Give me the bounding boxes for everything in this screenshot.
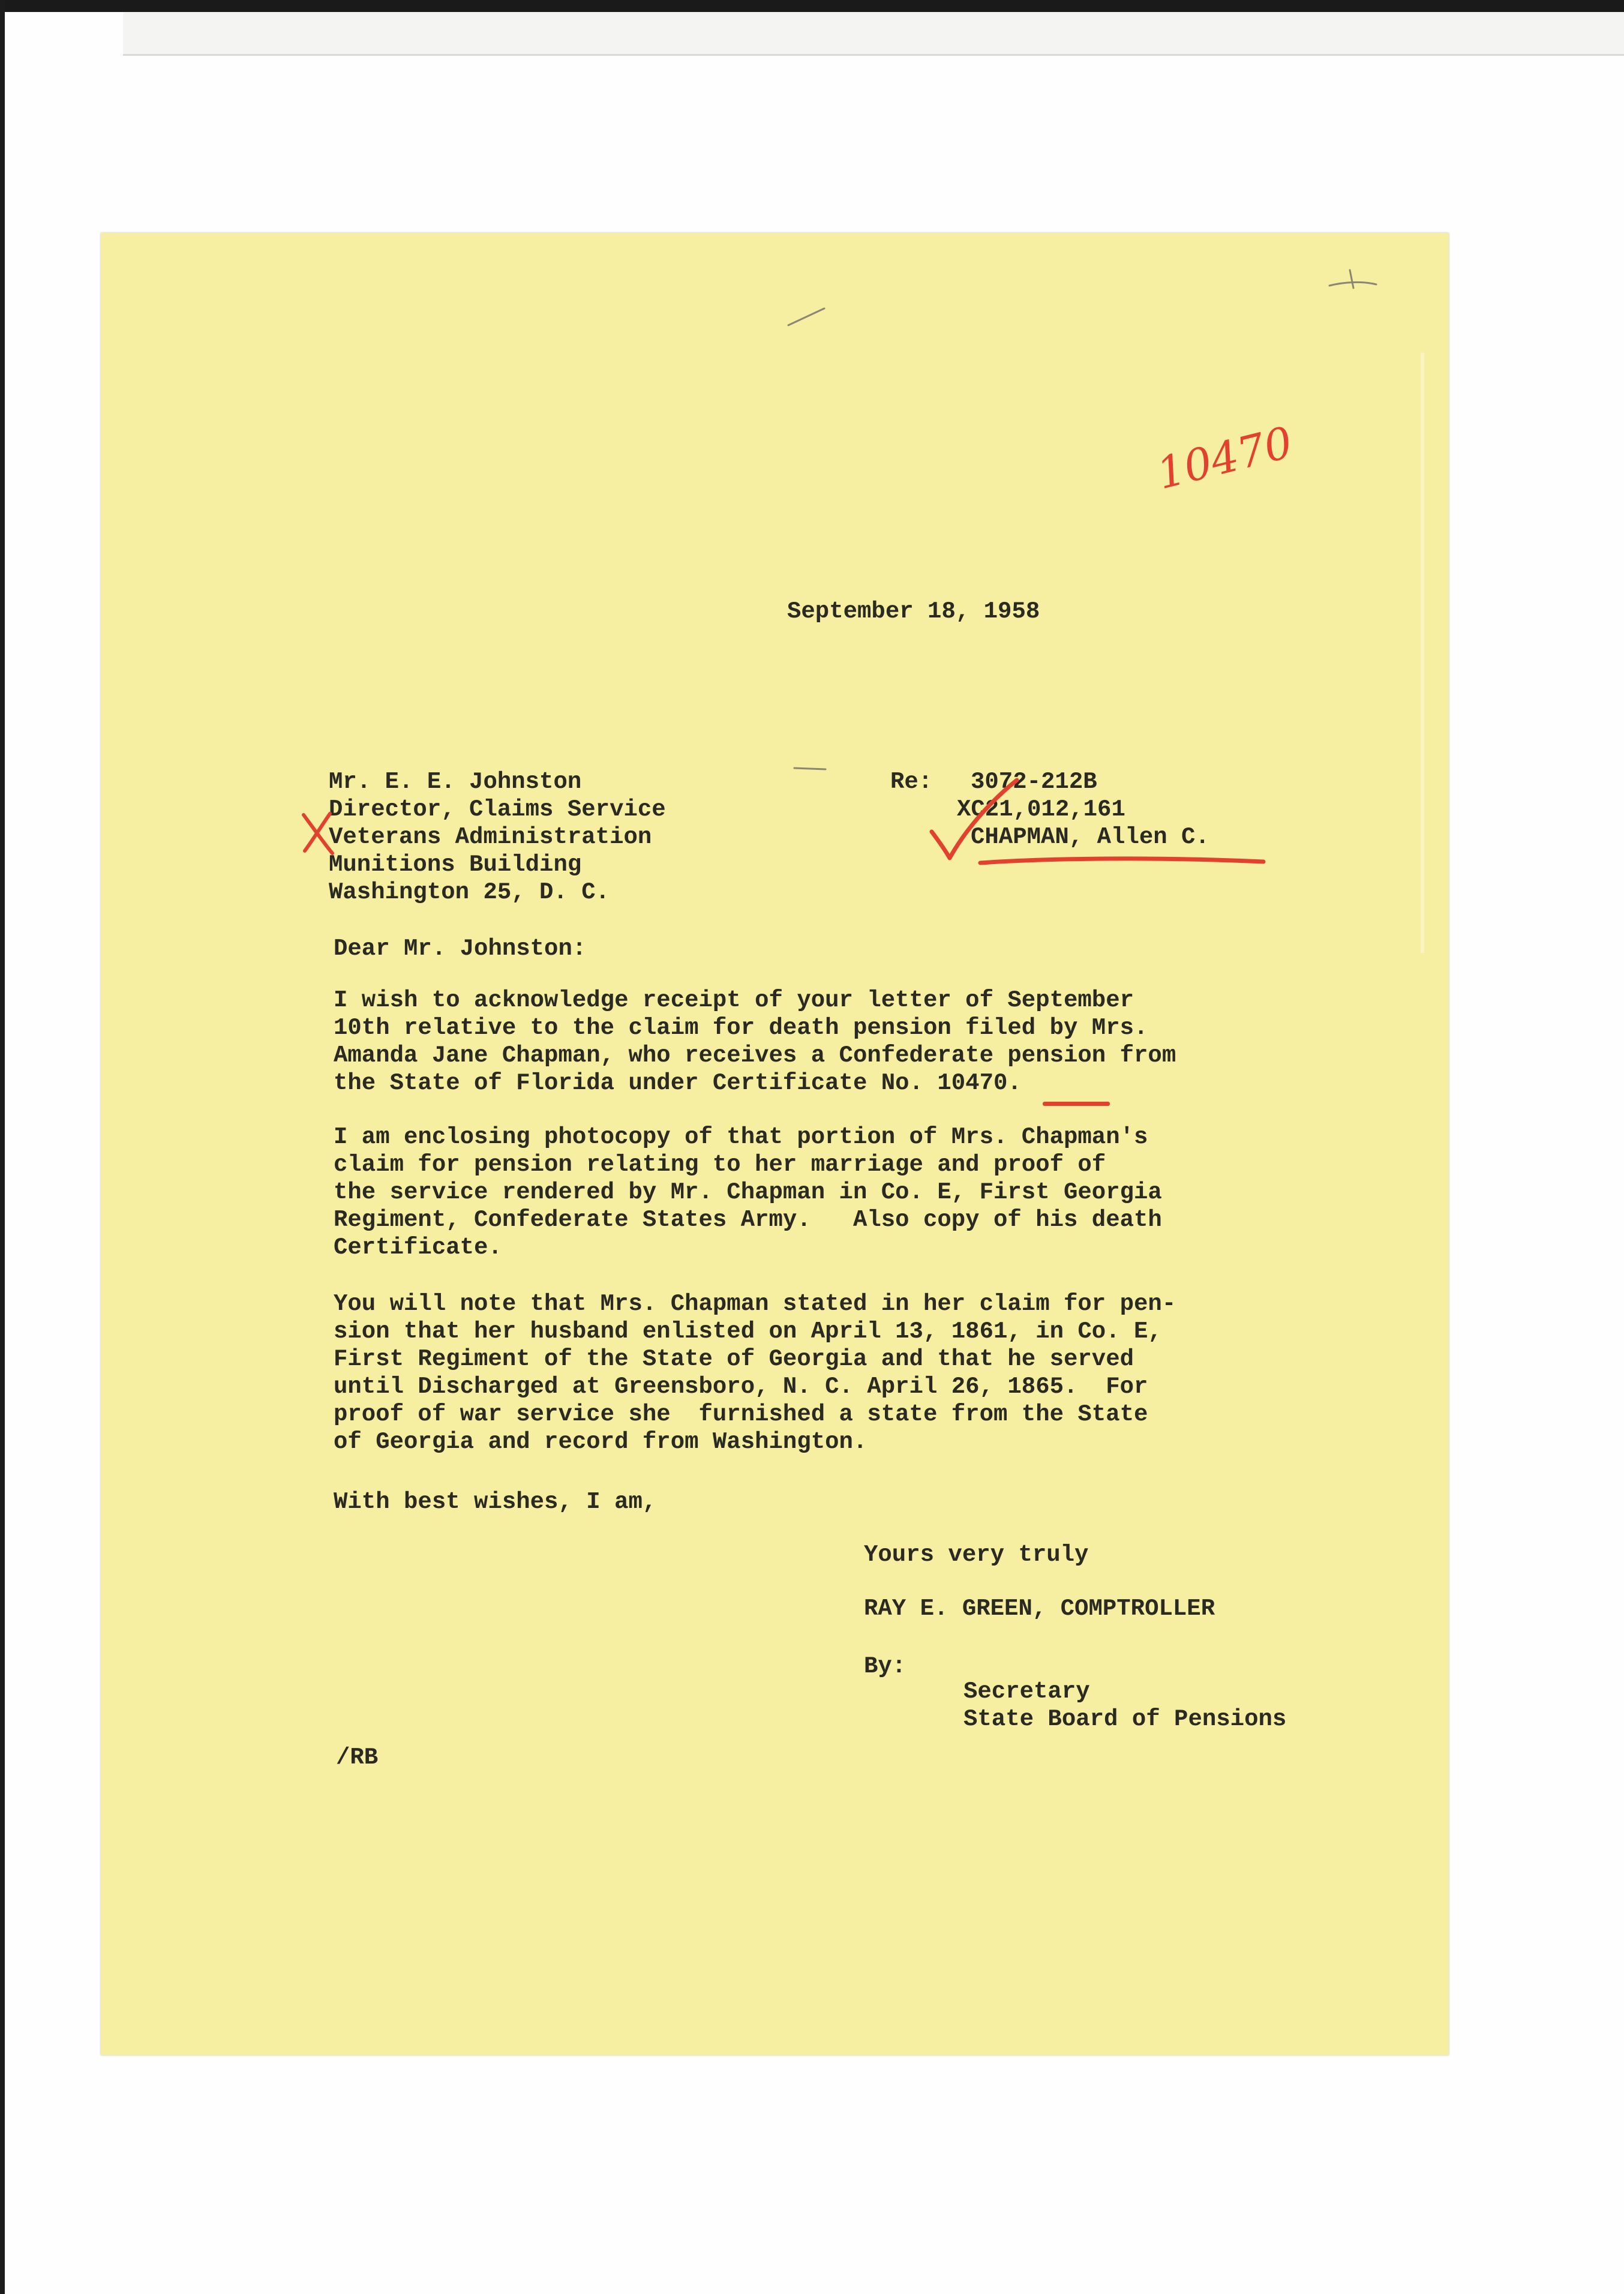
margin-note-handwritten: 10470 xyxy=(1152,416,1298,499)
reference-line: XC21,012,161 xyxy=(957,796,1125,823)
addressee-line: Mr. E. E. Johnston xyxy=(329,769,582,795)
typist-initials: /RB xyxy=(336,1744,379,1771)
reference-line: 3072-212B xyxy=(971,769,1097,795)
signer-title: Secretary xyxy=(963,1678,1090,1705)
red-x-mark xyxy=(298,810,340,858)
red-underline-certificate xyxy=(1043,1102,1110,1106)
paragraph-line: Regiment, Confederate States Army. Also copy of his death xyxy=(334,1207,1162,1233)
closing-line: With best wishes, I am, xyxy=(334,1489,657,1515)
complimentary-close: Yours very truly xyxy=(864,1542,1089,1568)
stray-pencil-mark xyxy=(786,305,828,329)
red-underline-name xyxy=(978,852,1266,870)
addressee-line: Washington 25, D. C. xyxy=(329,879,610,905)
stray-pencil-mark xyxy=(1326,264,1380,294)
re-label: Re: xyxy=(890,769,933,795)
paragraph-line: sion that her husband enlisted on April 13, 1861, in Co. E, xyxy=(334,1318,1162,1345)
signer-name: RAY E. GREEN, COMPTROLLER xyxy=(864,1596,1215,1622)
letter-date: September 18, 1958 xyxy=(787,598,1040,625)
red-check-mark xyxy=(927,774,1023,864)
scanner-top-strip xyxy=(123,12,1624,56)
paragraph-line: First Regiment of the State of Georgia and that he served xyxy=(334,1346,1134,1372)
stray-pencil-mark xyxy=(792,762,828,774)
paragraph-line: Amanda Jane Chapman, who receives a Confederate pension from xyxy=(334,1042,1176,1069)
scanner-top-edge xyxy=(0,0,1624,12)
by-label: By: xyxy=(864,1653,906,1680)
signer-title: State Board of Pensions xyxy=(963,1706,1287,1732)
paragraph-line: the service rendered by Mr. Chapman in Co. E, First Georgia xyxy=(334,1179,1162,1206)
paragraph-line: I am enclosing photocopy of that portion of Mrs. Chapman's xyxy=(334,1124,1148,1150)
paragraph-line: claim for pension relating to her marriage and proof of xyxy=(334,1152,1106,1178)
addressee-line: Munitions Building xyxy=(329,851,582,878)
paragraph-line: until Discharged at Greensboro, N. C. April 26, 1865. For xyxy=(334,1374,1148,1400)
addressee-line: Veterans Administration xyxy=(329,824,652,850)
paper-crease xyxy=(1421,353,1424,953)
addressee-line: Director, Claims Service xyxy=(329,796,666,823)
paragraph-line: the State of Florida under Certificate No. 10470. xyxy=(334,1070,1022,1096)
reference-line: CHAPMAN, Allen C. xyxy=(971,824,1209,850)
paragraph-line: 10th relative to the claim for death pension filed by Mrs. xyxy=(334,1015,1148,1041)
paragraph-line: proof of war service she furnished a state from the State xyxy=(334,1401,1148,1428)
paragraph-line: Certificate. xyxy=(334,1234,502,1261)
paragraph-line: You will note that Mrs. Chapman stated in her claim for pen- xyxy=(334,1291,1176,1317)
paragraph-line: I wish to acknowledge receipt of your letter of September xyxy=(334,987,1134,1013)
paragraph-line: of Georgia and record from Washington. xyxy=(334,1429,867,1455)
salutation: Dear Mr. Johnston: xyxy=(334,935,587,962)
scanner-left-edge xyxy=(0,0,5,2294)
